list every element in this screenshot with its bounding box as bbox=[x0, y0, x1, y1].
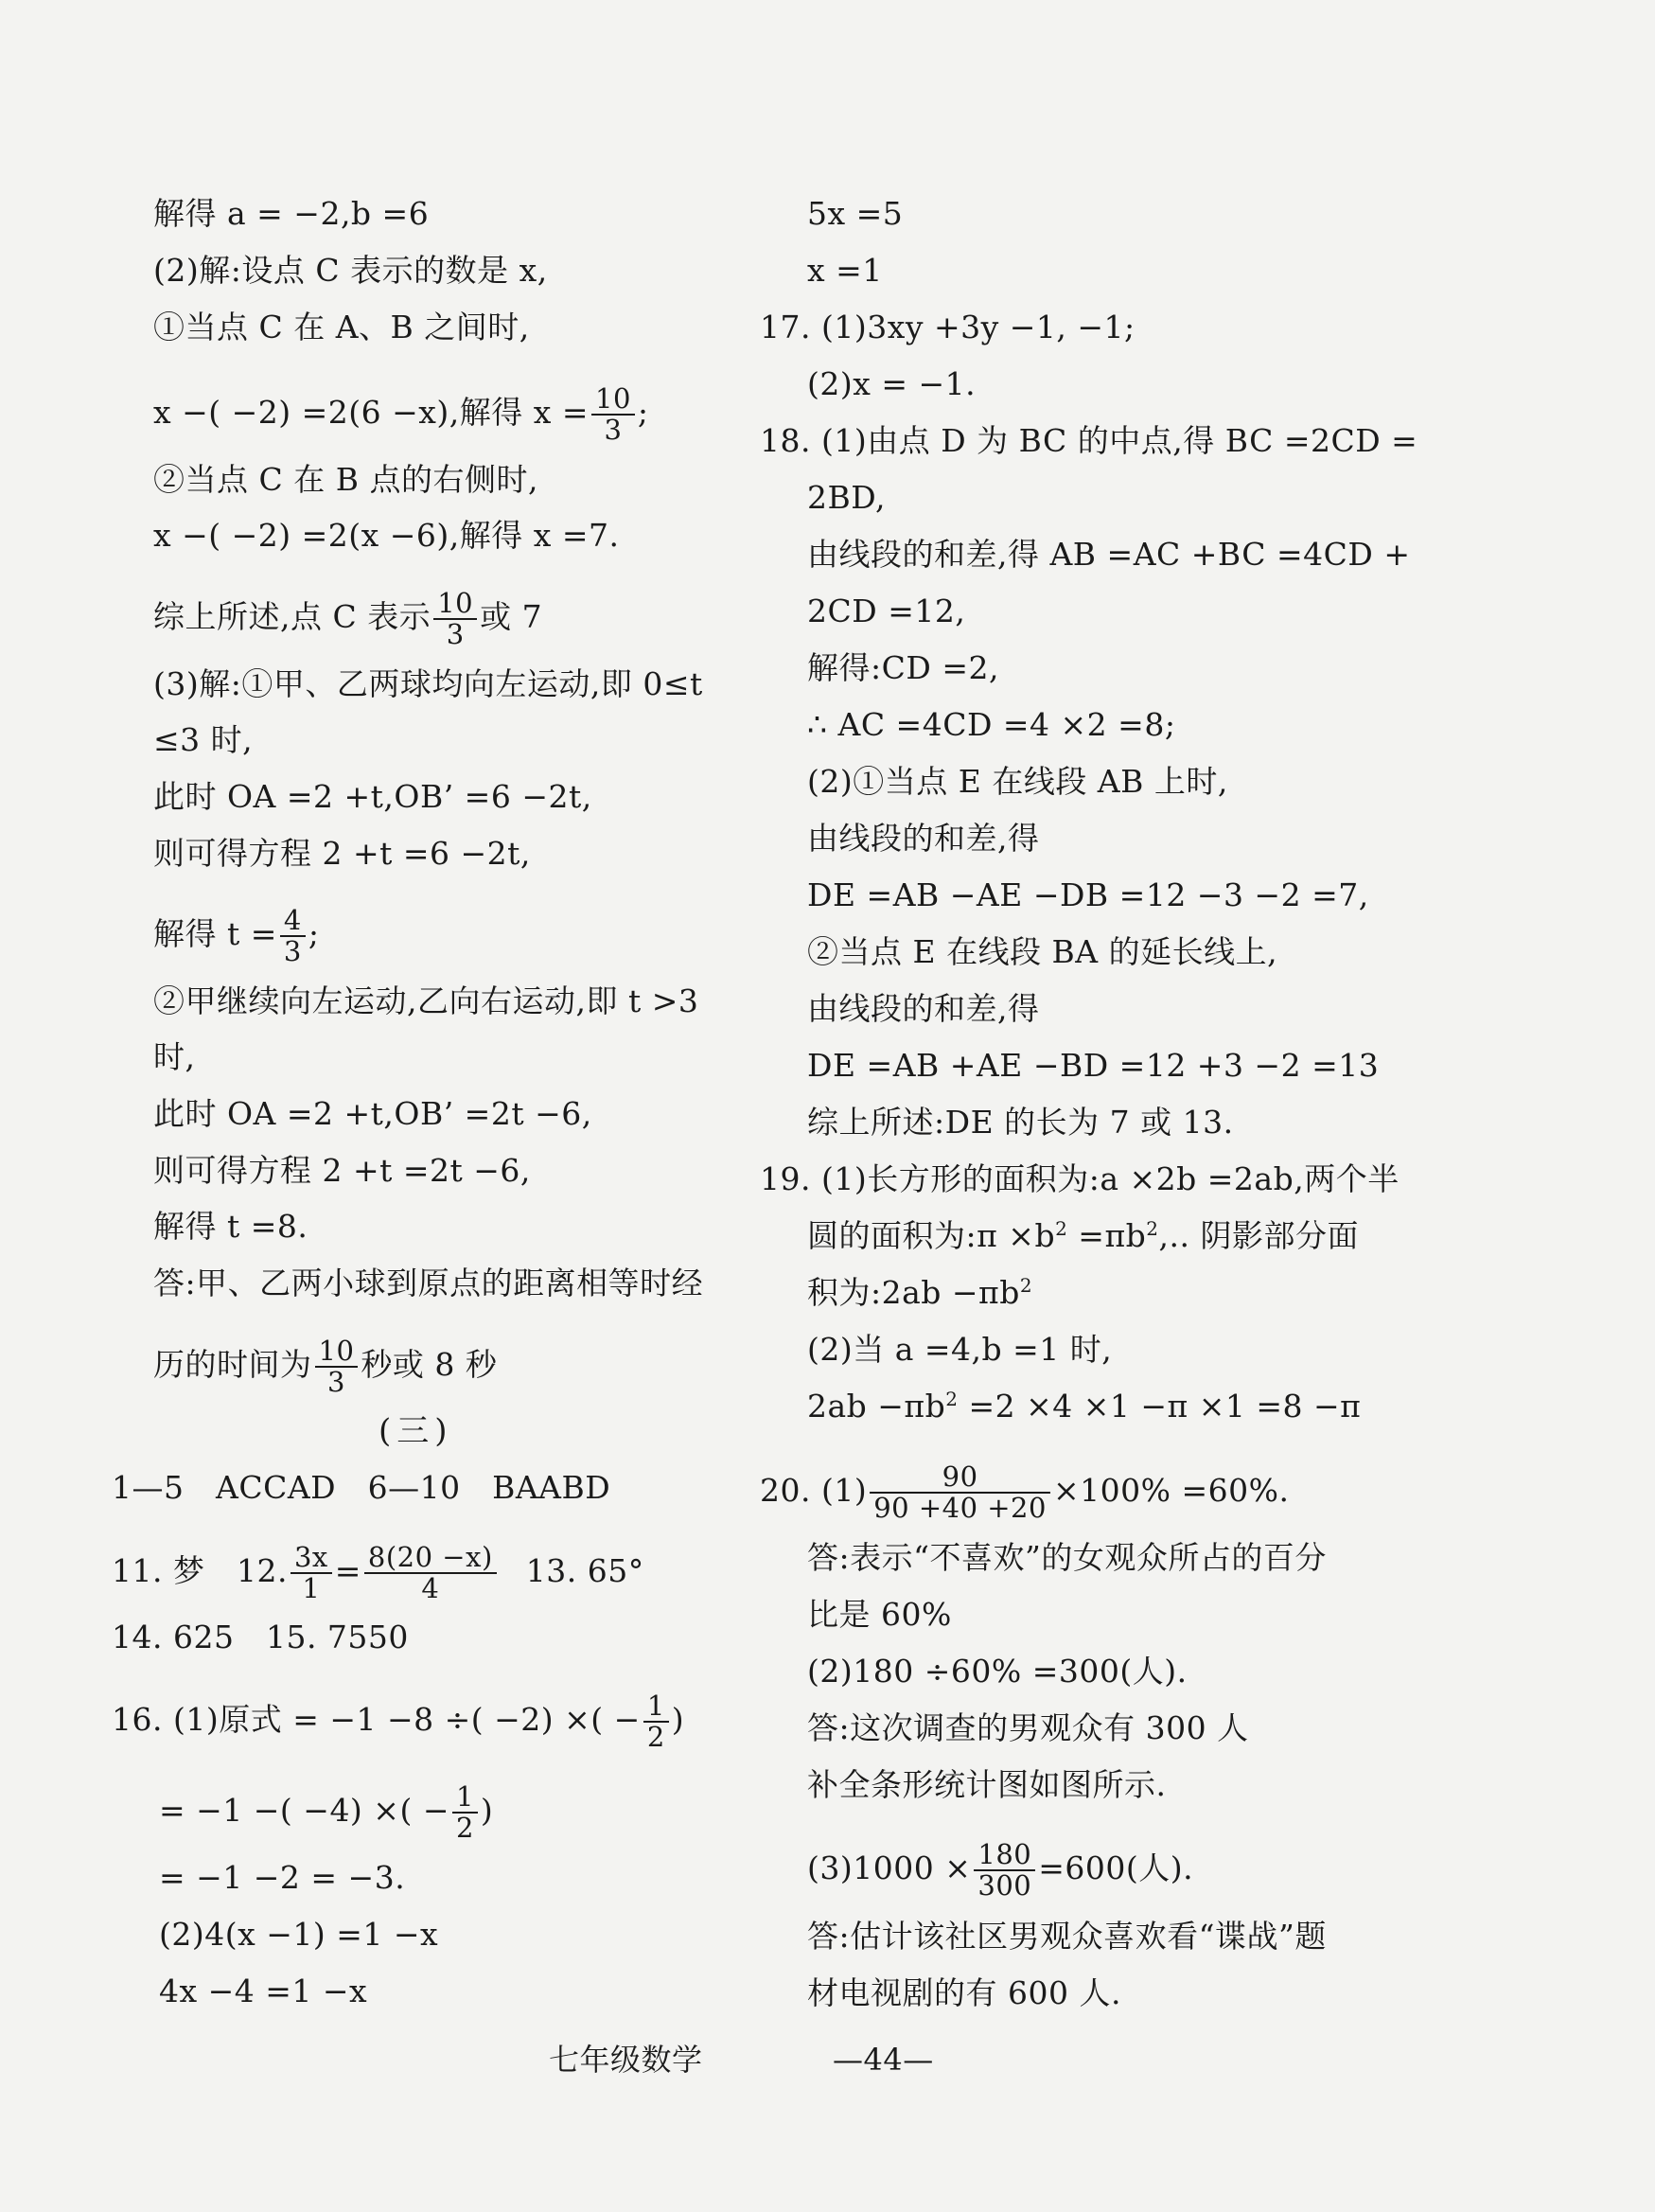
denominator: 3 bbox=[326, 1366, 345, 1398]
denominator: 1 bbox=[302, 1572, 321, 1604]
denominator: 300 bbox=[977, 1869, 1032, 1902]
left-line-16: 则可得方程 2 +t =2t −6, bbox=[153, 1152, 531, 1189]
numerator: 10 bbox=[315, 1336, 359, 1368]
text: ) bbox=[671, 1701, 685, 1738]
numerator: 1 bbox=[643, 1691, 669, 1723]
q19-line-4: (2)当 a =4,b =1 时, bbox=[807, 1331, 1113, 1368]
exponent: 2 bbox=[1055, 1217, 1068, 1240]
left-line-9: ≤3 时, bbox=[153, 721, 254, 758]
denominator: 90 +40 +20 bbox=[873, 1492, 1047, 1524]
equals: = bbox=[334, 1552, 361, 1589]
left-line-8: (3)解:①甲、乙两球均向左运动,即 0≤t bbox=[153, 665, 703, 702]
fraction bbox=[870, 1462, 1050, 1523]
q16-line-4: (2)4(x −1) =1 −x bbox=[159, 1916, 439, 1953]
fraction bbox=[591, 384, 635, 445]
left-line-17: 解得 t =8. bbox=[153, 1208, 308, 1245]
q19-line-3 bbox=[807, 1274, 1032, 1312]
left-line-19 bbox=[153, 1336, 497, 1397]
fraction bbox=[364, 1543, 497, 1603]
numerator: 3x bbox=[291, 1543, 332, 1574]
text: 13. 65° bbox=[525, 1552, 644, 1589]
q20-line-6: 补全条形统计图如图所示. bbox=[807, 1766, 1167, 1803]
text: 11. 梦 12. bbox=[112, 1552, 288, 1589]
q18-line-6: ∴ AC =4CD =4 ×2 =8; bbox=[807, 706, 1176, 743]
q16-line-2 bbox=[159, 1782, 493, 1843]
left-line-10: 此时 OA =2 +t,OB’ =6 −2t, bbox=[153, 778, 592, 815]
text: 历的时间为 bbox=[153, 1346, 312, 1383]
denominator: 3 bbox=[283, 935, 302, 967]
numerator: 4 bbox=[280, 906, 306, 937]
q18-line-1: 18. (1)由点 D 为 BC 的中点,得 BC =2CD = bbox=[760, 422, 1418, 459]
fraction bbox=[433, 589, 477, 649]
left-line-4 bbox=[153, 384, 649, 445]
left-line-5: ②当点 C 在 B 点的右侧时, bbox=[153, 461, 538, 498]
left-line-14: 时, bbox=[153, 1038, 196, 1075]
q18-line-10: ②当点 E 在线段 BA 的延长线上, bbox=[807, 933, 1278, 970]
q18-line-13: 综上所述:DE 的长为 7 或 13. bbox=[807, 1104, 1234, 1141]
q17-line-2: (2)x = −1. bbox=[807, 365, 977, 402]
q18-line-12: DE =AB +AE −BD =12 +3 −2 =13 bbox=[807, 1047, 1380, 1084]
numerator: 90 bbox=[870, 1462, 1050, 1494]
footer-page-number: —44— bbox=[833, 2042, 934, 2078]
q19-line-2 bbox=[807, 1217, 1359, 1255]
left-line-6: x −( −2) =2(x −6),解得 x =7. bbox=[153, 517, 620, 554]
q20-line-7 bbox=[807, 1840, 1193, 1901]
text: 解得 t = bbox=[153, 915, 277, 952]
choice-answers: 1—5 ACCAD 6—10 BAABD bbox=[112, 1469, 611, 1506]
numerator: 1 bbox=[452, 1782, 478, 1814]
fraction bbox=[452, 1782, 478, 1843]
text: ×100% =60%. bbox=[1052, 1472, 1290, 1509]
numerator: 10 bbox=[433, 589, 477, 620]
left-line-12 bbox=[153, 906, 319, 966]
exponent: 2 bbox=[945, 1388, 959, 1410]
q18-line-8: 由线段的和差,得 bbox=[807, 820, 1040, 857]
text: = −1 −( −4) ×( − bbox=[159, 1792, 449, 1829]
text: x −( −2) =2(6 −x),解得 x = bbox=[153, 394, 589, 431]
fraction bbox=[280, 906, 306, 966]
q20-line-3: 比是 60% bbox=[807, 1596, 952, 1633]
text: =2 ×4 ×1 −π ×1 =8 −π bbox=[958, 1388, 1362, 1425]
q20-line-9: 材电视剧的有 600 人. bbox=[807, 1974, 1121, 2011]
exponent: 2 bbox=[1019, 1274, 1033, 1297]
q18-line-2: 2BD, bbox=[807, 479, 887, 516]
exponent: 2 bbox=[1146, 1217, 1159, 1240]
q20-line-1 bbox=[760, 1462, 1289, 1523]
fraction bbox=[974, 1840, 1035, 1901]
left-line-1: 解得 a = −2,b =6 bbox=[153, 195, 430, 232]
text: 积为:2ab −πb bbox=[807, 1274, 1020, 1311]
left-line-18: 答:甲、乙两小球到原点的距离相等时经 bbox=[153, 1265, 704, 1301]
text: 20. (1) bbox=[760, 1472, 868, 1509]
text: 或 7 bbox=[480, 598, 543, 635]
denominator: 4 bbox=[421, 1572, 440, 1604]
text: ; bbox=[637, 394, 649, 431]
text: 16. (1)原式 = −1 −8 ÷( −2) ×( − bbox=[112, 1701, 641, 1738]
q16-line-1 bbox=[112, 1691, 684, 1752]
q20-line-2: 答:表示“不喜欢”的女观众所占的百分 bbox=[807, 1539, 1327, 1576]
q18-line-5: 解得:CD =2, bbox=[807, 649, 999, 686]
q16-line-3: = −1 −2 = −3. bbox=[159, 1859, 406, 1896]
denominator: 2 bbox=[646, 1721, 665, 1753]
text: 综上所述,点 C 表示 bbox=[153, 598, 431, 635]
fraction bbox=[315, 1336, 359, 1397]
footer-subject: 七年级数学 bbox=[549, 2042, 703, 2078]
numerator: 180 bbox=[974, 1840, 1035, 1871]
right-line-1: 5x =5 bbox=[807, 195, 904, 232]
numerator: 10 bbox=[591, 384, 635, 416]
q18-line-11: 由线段的和差,得 bbox=[807, 990, 1040, 1027]
left-line-13: ②甲继续向左运动,乙向右运动,即 t >3 bbox=[153, 982, 699, 1019]
text: ,.. 阴影部分面 bbox=[1158, 1217, 1359, 1254]
fill-answers-2: 14. 625 15. 7550 bbox=[112, 1619, 409, 1655]
right-line-2: x =1 bbox=[807, 252, 883, 289]
q18-line-9: DE =AB −AE −DB =12 −3 −2 =7, bbox=[807, 876, 1369, 913]
text: 2ab −πb bbox=[807, 1388, 946, 1425]
fraction bbox=[643, 1691, 669, 1752]
q19-line-1: 19. (1)长方形的面积为:a ×2b =2ab,两个半 bbox=[760, 1160, 1400, 1197]
left-line-7 bbox=[153, 589, 542, 649]
section-heading: (三) bbox=[379, 1412, 453, 1450]
q20-line-5: 答:这次调查的男观众有 300 人 bbox=[807, 1709, 1249, 1746]
denominator: 3 bbox=[446, 618, 465, 650]
q20-line-4: (2)180 ÷60% =300(人). bbox=[807, 1653, 1188, 1690]
left-line-11: 则可得方程 2 +t =6 −2t, bbox=[153, 835, 531, 872]
q18-line-4: 2CD =12, bbox=[807, 593, 966, 629]
fraction bbox=[291, 1543, 332, 1603]
text: ) bbox=[480, 1792, 494, 1829]
denominator: 2 bbox=[455, 1812, 474, 1844]
text: (3)1000 × bbox=[807, 1849, 972, 1886]
q18-line-7: (2)①当点 E 在线段 AB 上时, bbox=[807, 763, 1228, 800]
text: 圆的面积为:π ×b bbox=[807, 1217, 1056, 1254]
denominator: 3 bbox=[604, 414, 623, 446]
fill-answers-1 bbox=[112, 1543, 644, 1603]
q17-line-1: 17. (1)3xy +3y −1, −1; bbox=[760, 309, 1136, 345]
q18-line-3: 由线段的和差,得 AB =AC +BC =4CD + bbox=[807, 536, 1411, 573]
text: =πb bbox=[1067, 1217, 1147, 1254]
q16-line-5: 4x −4 =1 −x bbox=[159, 1973, 368, 2009]
left-line-3: ①当点 C 在 A、B 之间时, bbox=[153, 309, 530, 345]
left-line-2: (2)解:设点 C 表示的数是 x, bbox=[153, 252, 548, 289]
left-line-15: 此时 OA =2 +t,OB’ =2t −6, bbox=[153, 1095, 592, 1132]
q20-line-8: 答:估计该社区男观众喜欢看“谍战”题 bbox=[807, 1918, 1327, 1955]
text: =600(人). bbox=[1038, 1849, 1194, 1886]
text: 秒或 8 秒 bbox=[361, 1346, 498, 1383]
q19-line-5 bbox=[807, 1388, 1361, 1425]
text: ; bbox=[308, 915, 320, 952]
numerator: 8(20 −x) bbox=[364, 1543, 497, 1574]
